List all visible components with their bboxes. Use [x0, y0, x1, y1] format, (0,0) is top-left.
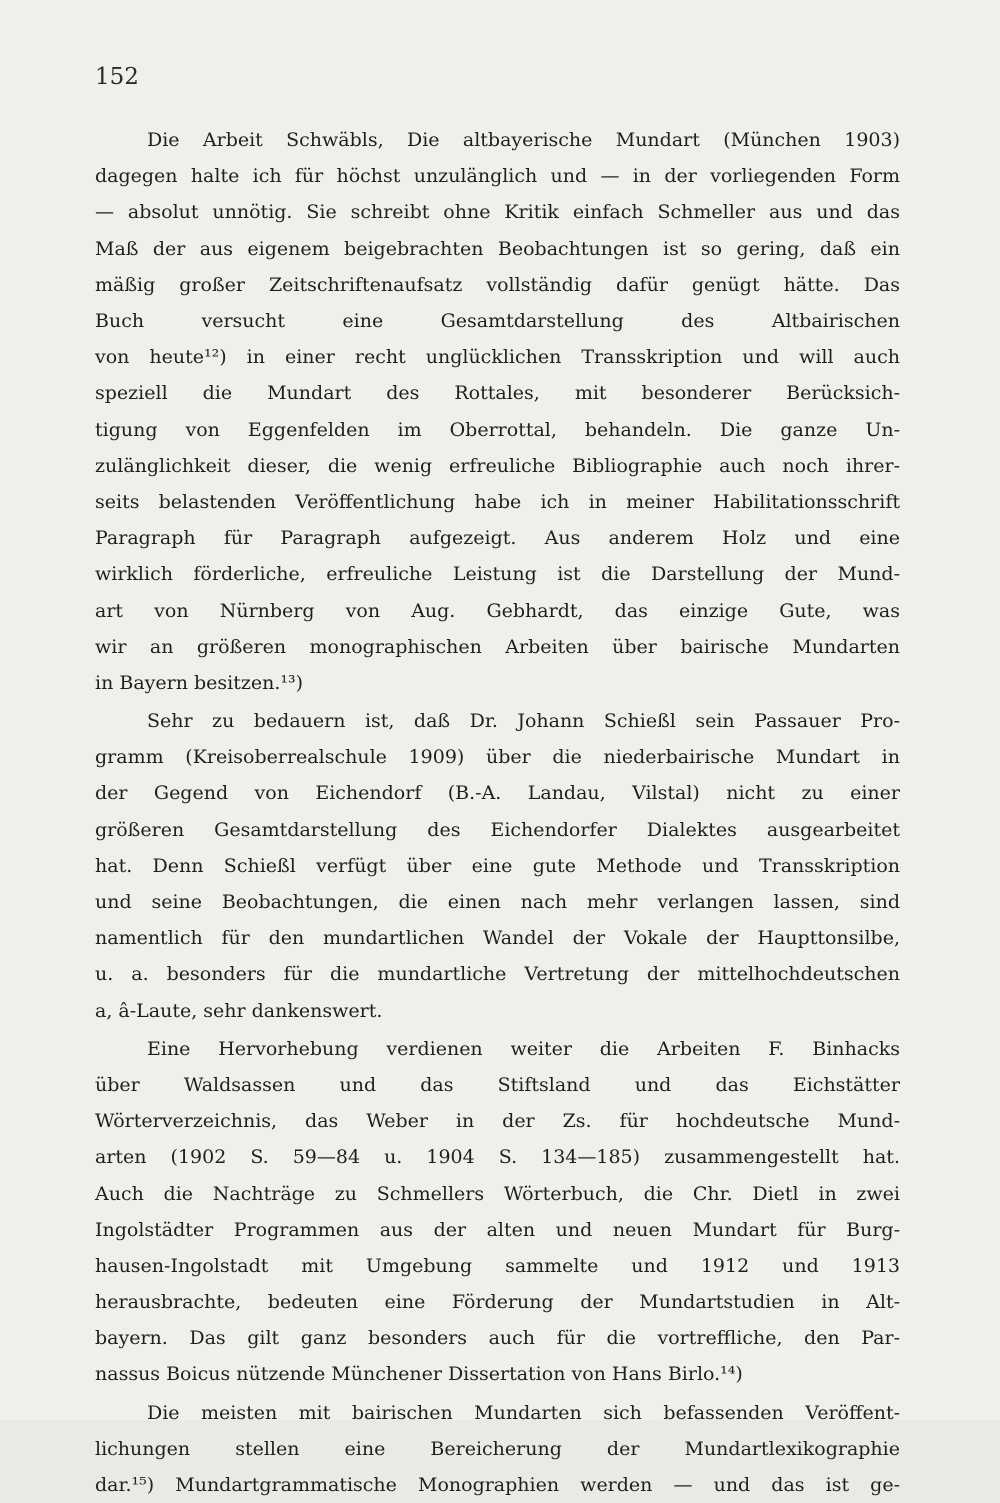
- text-line: über Waldsassen und das Stiftsland und das Eichstätter: [95, 1073, 900, 1096]
- text-line: größeren Gesamtdarstellung des Eichendorfer Dialektes ausgearbeitet: [95, 818, 900, 841]
- text-line: Ingolstädter Programmen aus der alten und neuen Mundart für Burg-: [95, 1218, 900, 1241]
- text-line: Sehr zu bedauern ist, daß Dr. Johann Schießl sein Passauer Pro-: [147, 710, 900, 733]
- text-line: gramm (Kreisoberrealschule 1909) über die niederbairische Mundart in: [95, 746, 900, 769]
- text-line: seits belastenden Veröffentlichung habe ich in meiner Habilitationsschrift: [95, 490, 900, 513]
- text-line: wir an größeren monographischen Arbeiten über bairische Mundarten: [95, 635, 900, 658]
- text-line: tigung von Eggenfelden im Oberrottal, behandeln. Die ganze Un-: [95, 418, 900, 441]
- body-text: [95, 122, 900, 1503]
- text-line: speziell die Mundart des Rottales, mit besonderer Berücksich-: [95, 382, 900, 405]
- text-line: arten (1902 S. 59—84 u. 1904 S. 134—185) zusammengestellt hat.: [95, 1146, 900, 1169]
- text-line: in Bayern besitzen.¹³): [95, 671, 304, 694]
- text-line: mäßig großer Zeitschriftenaufsatz vollständig dafür genügt hätte. Das: [95, 273, 900, 296]
- text-line: wirklich förderliche, erfreuliche Leistung ist die Darstellung der Mund-: [95, 563, 900, 586]
- text-line: Die Arbeit Schwäbls, Die altbayerische Mundart (München 1903): [147, 129, 900, 152]
- text-line: nassus Boicus nützende Münchener Dissertation von Hans Birlo.¹⁴): [95, 1363, 743, 1386]
- text-line: zulänglichkeit dieser, die wenig erfreuliche Bibliographie auch noch ihrer-: [95, 454, 900, 477]
- text-line: Auch die Nachträge zu Schmellers Wörterbuch, die Chr. Dietl in zwei: [95, 1182, 900, 1205]
- text-line: art von Nürnberg von Aug. Gebhardt, das einzige Gute, was: [95, 599, 900, 622]
- page-number: 152: [95, 64, 139, 90]
- text-line: namentlich für den mundartlichen Wandel der Vokale der Haupttonsilbe,: [95, 927, 900, 950]
- text-line: herausbrachte, bedeuten eine Förderung der Mundartstudien in Alt-: [95, 1291, 900, 1314]
- text-line: dagegen halte ich für höchst unzulänglich und — in der vorliegenden Form: [95, 165, 900, 188]
- text-line: Buch versucht eine Gesamtdarstellung des Altbairischen: [95, 310, 900, 333]
- text-line: a, â-Laute, sehr dankenswert.: [95, 999, 383, 1022]
- text-line: Die meisten mit bairischen Mundarten sich befassenden Veröffent-: [147, 1401, 900, 1424]
- text-line: und seine Beobachtungen, die einen nach mehr verlangen lassen, sind: [95, 891, 900, 914]
- text-line: von heute¹²) in einer recht unglücklichen Transskription und will auch: [95, 346, 900, 369]
- text-line: hausen-Ingolstadt mit Umgebung sammelte und 1912 und 1913: [95, 1254, 900, 1277]
- text-line: Paragraph für Paragraph aufgezeigt. Aus anderem Holz und eine: [95, 527, 900, 550]
- text-line: Wörterverzeichnis, das Weber in der Zs. für hochdeutsche Mund-: [95, 1110, 900, 1133]
- text-line: Eine Hervorhebung verdienen weiter die Arbeiten F. Binhacks: [147, 1037, 900, 1060]
- text-line: dar.¹⁵) Mundartgrammatische Monographien werden — und das ist ge-: [95, 1474, 900, 1497]
- text-line: Maß der aus eigenem beigebrachten Beobachtungen ist so gering, daß ein: [95, 237, 900, 260]
- text-line: lichungen stellen eine Bereicherung der Mundartlexikographie: [95, 1437, 900, 1460]
- text-line: hat. Denn Schießl verfügt über eine gute Methode und Transskription: [95, 854, 900, 877]
- text-line: u. a. besonders für die mundartliche Vertretung der mittelhochdeutschen: [95, 963, 900, 986]
- text-line: der Gegend von Eichendorf (B.-A. Landau, Vilstal) nicht zu einer: [95, 782, 900, 805]
- text-line: — absolut unnötig. Sie schreibt ohne Kritik einfach Schmeller aus und das: [95, 201, 900, 224]
- text-line: bayern. Das gilt ganz besonders auch für die vortreffliche, den Par-: [95, 1327, 900, 1350]
